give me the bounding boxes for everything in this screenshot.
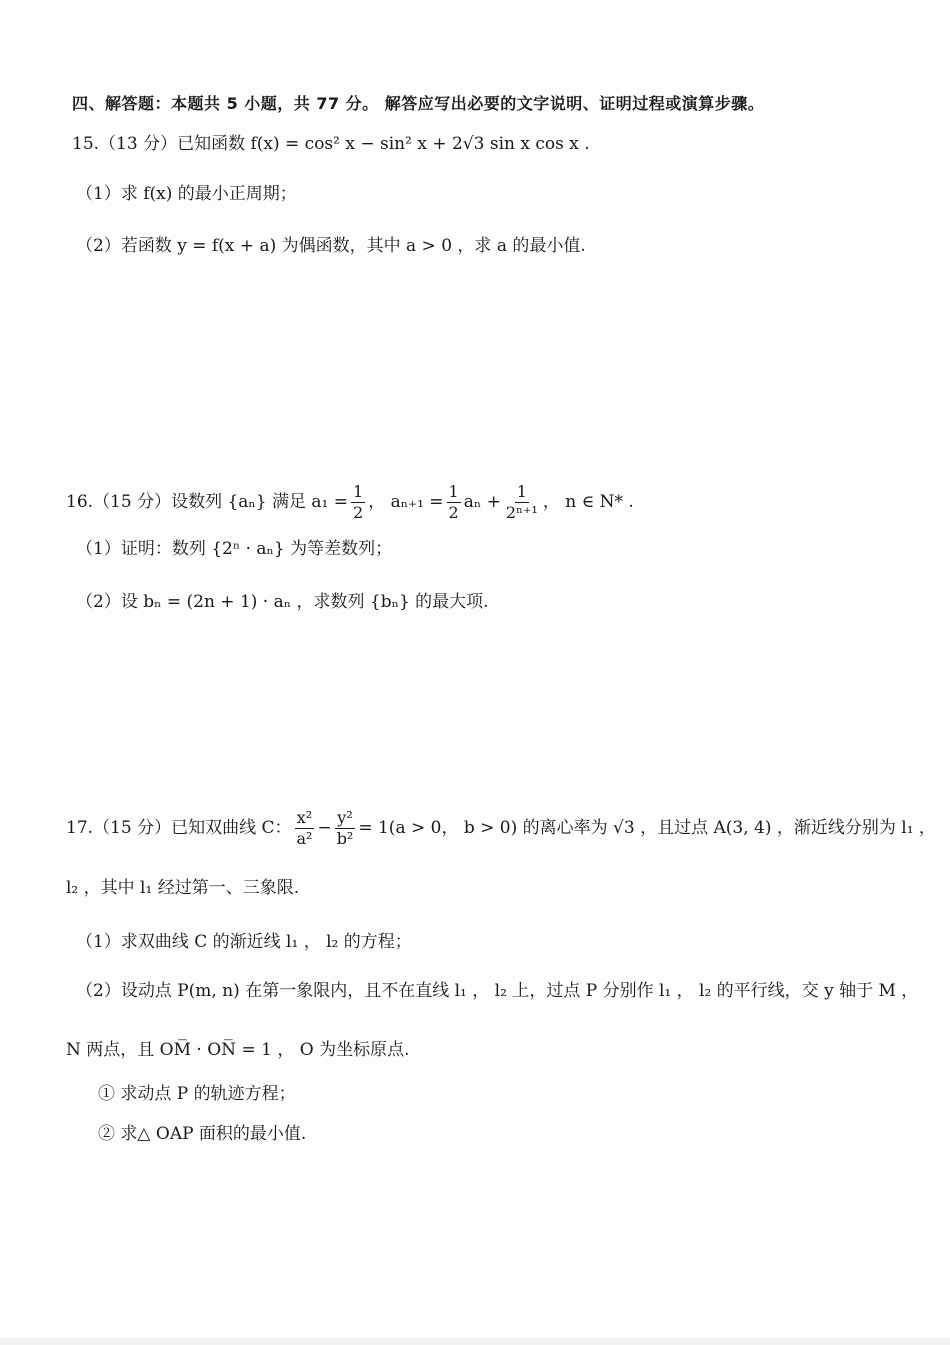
q16-fraction-1-num: 1 — [353, 481, 364, 501]
q16-fraction-2-den: 2 — [448, 502, 459, 522]
q16-mid: ， aₙ₊₁ = — [368, 491, 444, 512]
q17-part1: （1）求双曲线 C 的渐近线 l₁ ， l₂ 的方程； — [76, 932, 412, 952]
q15-stem: 15.（13 分）已知函数 f(x) = cos² x − sin² x + 2√3 sin x cos x . — [72, 134, 590, 154]
q17-fraction-2-num: y² — [337, 807, 353, 827]
q17-stem-cont: l₂ ，其中 l₁ 经过第一、三象限. — [66, 878, 300, 898]
page-bottom-edge — [0, 1338, 950, 1345]
q17-sub2: ② 求△ OAP 面积的最小值. — [98, 1124, 307, 1144]
q17-fraction-1-num: x² — [296, 807, 313, 827]
q16-tail: ， n ∈ N* . — [542, 491, 634, 512]
q16-part2: （2）设 bₙ = (2n + 1) · aₙ ，求数列 {bₙ} 的最大项. — [76, 592, 489, 612]
q16-stem — [66, 480, 634, 524]
q17-fraction-2-den: b² — [336, 828, 354, 848]
q16-mid2: aₙ + — [463, 491, 501, 512]
q17-minus: − — [317, 817, 332, 838]
q17-part2-cont: N 两点，且 OM̅ · ON̅ = 1 ， O 为坐标原点. — [66, 1040, 410, 1060]
q16-fraction-2-num: 1 — [448, 481, 459, 501]
q16-fraction-1-den: 2 — [353, 502, 364, 522]
section-heading: 四、解答题：本题共 5 小题，共 77 分。 解答应写出必要的文字说明、证明过程或演算步骤。 — [72, 94, 765, 113]
q16-fraction-3-den: 2ⁿ⁺¹ — [505, 502, 538, 522]
q16-fraction-1 — [351, 483, 365, 521]
q17-fraction-2 — [335, 809, 356, 847]
q17-tail: = 1(a > 0， b > 0) 的离心率为 √3 ，且过点 A(3, 4) ，渐近线分别为 l₁ ， — [358, 817, 936, 838]
q17-part2: （2）设动点 P(m, n) 在第一象限内，且不在直线 l₁ ， l₂ 上，过点 P 分别作 l₁ ， l₂ 的平行线，交 y 轴于 M ， — [76, 981, 919, 1001]
q17-stem — [66, 802, 936, 854]
q17-fraction-1-den: a² — [296, 828, 313, 848]
q15-part1: （1）求 f(x) 的最小正周期； — [76, 184, 297, 204]
q17-lead: 17.（15 分）已知双曲线 C： — [66, 817, 292, 838]
q17-sub1: ① 求动点 P 的轨迹方程； — [98, 1084, 296, 1104]
q16-fraction-2 — [447, 483, 461, 521]
q16-fraction-3-num: 1 — [516, 481, 527, 501]
q16-part1: （1）证明：数列 {2ⁿ · aₙ} 为等差数列； — [76, 539, 393, 559]
q16-fraction-3 — [504, 483, 540, 521]
q17-fraction-1 — [294, 809, 314, 847]
q15-part2: （2）若函数 y = f(x + a) 为偶函数，其中 a > 0 ，求 a 的最小值. — [76, 236, 586, 256]
q16-lead: 16.（15 分）设数列 {aₙ} 满足 a₁ = — [66, 491, 349, 512]
